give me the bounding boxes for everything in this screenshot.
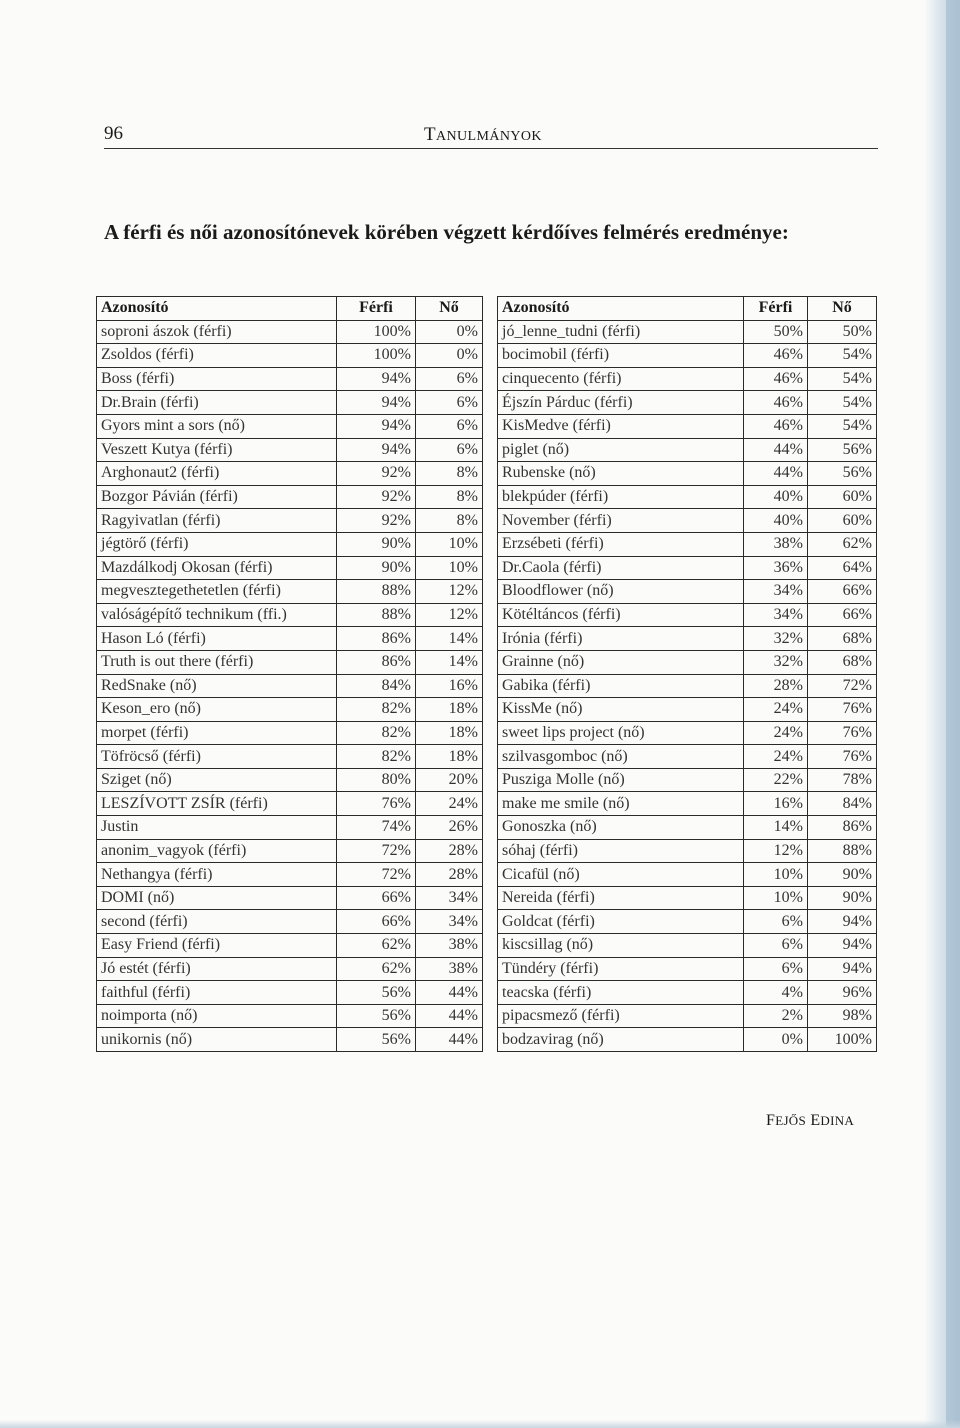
table-row bbox=[498, 391, 877, 415]
male-percent-cell: 76% bbox=[337, 792, 416, 816]
table-row bbox=[97, 485, 483, 509]
table-row bbox=[498, 367, 877, 391]
female-percent-cell: 66% bbox=[808, 603, 877, 627]
female-percent-cell: 78% bbox=[808, 768, 877, 792]
identifier-cell: Bozgor Pávián (férfi) bbox=[97, 485, 337, 509]
identifier-cell: Gyors mint a sors (nő) bbox=[97, 414, 337, 438]
female-percent-cell: 56% bbox=[808, 438, 877, 462]
male-percent-cell: 16% bbox=[744, 792, 808, 816]
female-percent-cell: 28% bbox=[416, 839, 483, 863]
column-header-female: Nő bbox=[808, 297, 877, 321]
female-percent-cell: 0% bbox=[416, 344, 483, 368]
identifier-cell: teacska (férfi) bbox=[498, 981, 744, 1005]
identifier-cell: blekpúder (férfi) bbox=[498, 485, 744, 509]
male-percent-cell: 34% bbox=[744, 603, 808, 627]
male-percent-cell: 86% bbox=[337, 650, 416, 674]
identifier-cell: megvesztegethetetlen (férfi) bbox=[97, 580, 337, 604]
female-percent-cell: 38% bbox=[416, 934, 483, 958]
female-percent-cell: 100% bbox=[808, 1028, 877, 1052]
table-header-row bbox=[97, 297, 483, 321]
table-row bbox=[498, 532, 877, 556]
table-row bbox=[498, 556, 877, 580]
female-percent-cell: 68% bbox=[808, 627, 877, 651]
table-row bbox=[498, 839, 877, 863]
female-percent-cell: 12% bbox=[416, 580, 483, 604]
male-percent-cell: 92% bbox=[337, 485, 416, 509]
female-percent-cell: 88% bbox=[808, 839, 877, 863]
identifier-cell: Sziget (nő) bbox=[97, 768, 337, 792]
identifier-cell: Zsoldos (férfi) bbox=[97, 344, 337, 368]
table-row bbox=[97, 627, 483, 651]
male-percent-cell: 10% bbox=[744, 886, 808, 910]
table-row bbox=[97, 532, 483, 556]
female-percent-cell: 76% bbox=[808, 721, 877, 745]
identifier-cell: Dr.Caola (férfi) bbox=[498, 556, 744, 580]
female-percent-cell: 18% bbox=[416, 721, 483, 745]
female-percent-cell: 72% bbox=[808, 674, 877, 698]
results-table-left bbox=[96, 296, 483, 1052]
table-row bbox=[498, 627, 877, 651]
table-row bbox=[97, 698, 483, 722]
table-row bbox=[97, 957, 483, 981]
male-percent-cell: 38% bbox=[744, 532, 808, 556]
page-edge-binding bbox=[946, 0, 960, 1428]
identifier-cell: second (férfi) bbox=[97, 910, 337, 934]
table-row bbox=[97, 745, 483, 769]
table-row bbox=[97, 650, 483, 674]
identifier-cell: Goldcat (férfi) bbox=[498, 910, 744, 934]
male-percent-cell: 6% bbox=[744, 910, 808, 934]
male-percent-cell: 66% bbox=[337, 910, 416, 934]
female-percent-cell: 10% bbox=[416, 556, 483, 580]
female-percent-cell: 90% bbox=[808, 886, 877, 910]
male-percent-cell: 72% bbox=[337, 863, 416, 887]
identifier-cell: Nethangya (férfi) bbox=[97, 863, 337, 887]
table-row bbox=[97, 509, 483, 533]
female-percent-cell: 56% bbox=[808, 462, 877, 486]
identifier-cell: kiscsillag (nő) bbox=[498, 934, 744, 958]
column-header-female: Nő bbox=[416, 297, 483, 321]
identifier-cell: noimporta (nő) bbox=[97, 1004, 337, 1028]
female-percent-cell: 6% bbox=[416, 391, 483, 415]
table-row bbox=[97, 462, 483, 486]
table-row bbox=[97, 438, 483, 462]
identifier-cell: valóságépítő technikum (ffi.) bbox=[97, 603, 337, 627]
identifier-cell: soproni ászok (férfi) bbox=[97, 320, 337, 344]
column-header-identifier: Azonosító bbox=[498, 297, 744, 321]
female-percent-cell: 44% bbox=[416, 1028, 483, 1052]
female-percent-cell: 54% bbox=[808, 414, 877, 438]
table-row bbox=[498, 886, 877, 910]
male-percent-cell: 24% bbox=[744, 721, 808, 745]
male-percent-cell: 12% bbox=[744, 839, 808, 863]
female-percent-cell: 60% bbox=[808, 509, 877, 533]
female-percent-cell: 34% bbox=[416, 886, 483, 910]
male-percent-cell: 94% bbox=[337, 414, 416, 438]
identifier-cell: Hason Ló (férfi) bbox=[97, 627, 337, 651]
identifier-cell: Mazdálkodj Okosan (férfi) bbox=[97, 556, 337, 580]
table-row bbox=[97, 934, 483, 958]
female-percent-cell: 62% bbox=[808, 532, 877, 556]
male-percent-cell: 0% bbox=[744, 1028, 808, 1052]
male-percent-cell: 46% bbox=[744, 367, 808, 391]
female-percent-cell: 96% bbox=[808, 981, 877, 1005]
table-row bbox=[97, 792, 483, 816]
table-row bbox=[498, 910, 877, 934]
table-row bbox=[498, 768, 877, 792]
male-percent-cell: 46% bbox=[744, 344, 808, 368]
female-percent-cell: 28% bbox=[416, 863, 483, 887]
table-row bbox=[97, 603, 483, 627]
identifier-cell: Erzsébeti (férfi) bbox=[498, 532, 744, 556]
header-rule bbox=[104, 148, 878, 149]
male-percent-cell: 90% bbox=[337, 556, 416, 580]
male-percent-cell: 100% bbox=[337, 344, 416, 368]
identifier-cell: Truth is out there (férfi) bbox=[97, 650, 337, 674]
table-row bbox=[498, 698, 877, 722]
table-row bbox=[97, 344, 483, 368]
table-row bbox=[97, 910, 483, 934]
male-percent-cell: 82% bbox=[337, 698, 416, 722]
identifier-cell: unikornis (nő) bbox=[97, 1028, 337, 1052]
female-percent-cell: 68% bbox=[808, 650, 877, 674]
column-header-identifier: Azonosító bbox=[97, 297, 337, 321]
male-percent-cell: 94% bbox=[337, 438, 416, 462]
male-percent-cell: 14% bbox=[744, 816, 808, 840]
male-percent-cell: 80% bbox=[337, 768, 416, 792]
female-percent-cell: 6% bbox=[416, 367, 483, 391]
identifier-cell: Justin bbox=[97, 816, 337, 840]
identifier-cell: Tündéry (férfi) bbox=[498, 957, 744, 981]
identifier-cell: DOMI (nő) bbox=[97, 886, 337, 910]
female-percent-cell: 50% bbox=[808, 320, 877, 344]
table-row bbox=[97, 1028, 483, 1052]
identifier-cell: Veszett Kutya (férfi) bbox=[97, 438, 337, 462]
female-percent-cell: 6% bbox=[416, 438, 483, 462]
identifier-cell: make me smile (nő) bbox=[498, 792, 744, 816]
male-percent-cell: 66% bbox=[337, 886, 416, 910]
male-percent-cell: 74% bbox=[337, 816, 416, 840]
identifier-cell: Keson_ero (nő) bbox=[97, 698, 337, 722]
identifier-cell: KisMedve (férfi) bbox=[498, 414, 744, 438]
identifier-cell: Jó estét (férfi) bbox=[97, 957, 337, 981]
identifier-cell: sweet lips project (nő) bbox=[498, 721, 744, 745]
male-percent-cell: 40% bbox=[744, 485, 808, 509]
identifier-cell: Boss (férfi) bbox=[97, 367, 337, 391]
table-row bbox=[498, 320, 877, 344]
female-percent-cell: 90% bbox=[808, 863, 877, 887]
table-row bbox=[498, 674, 877, 698]
male-percent-cell: 94% bbox=[337, 367, 416, 391]
female-percent-cell: 94% bbox=[808, 957, 877, 981]
female-percent-cell: 38% bbox=[416, 957, 483, 981]
female-percent-cell: 0% bbox=[416, 320, 483, 344]
identifier-cell: piglet (nő) bbox=[498, 438, 744, 462]
identifier-cell: Easy Friend (férfi) bbox=[97, 934, 337, 958]
identifier-cell: LESZÍVOTT ZSÍR (férfi) bbox=[97, 792, 337, 816]
identifier-cell: November (férfi) bbox=[498, 509, 744, 533]
identifier-cell: Ragyivatlan (férfi) bbox=[97, 509, 337, 533]
male-percent-cell: 24% bbox=[744, 698, 808, 722]
table-row bbox=[498, 957, 877, 981]
table-row bbox=[97, 1004, 483, 1028]
table-row bbox=[97, 367, 483, 391]
male-percent-cell: 46% bbox=[744, 414, 808, 438]
table-row bbox=[97, 391, 483, 415]
female-percent-cell: 94% bbox=[808, 934, 877, 958]
identifier-cell: Nereida (férfi) bbox=[498, 886, 744, 910]
male-percent-cell: 32% bbox=[744, 650, 808, 674]
female-percent-cell: 26% bbox=[416, 816, 483, 840]
female-percent-cell: 8% bbox=[416, 462, 483, 486]
male-percent-cell: 6% bbox=[744, 957, 808, 981]
male-percent-cell: 22% bbox=[744, 768, 808, 792]
identifier-cell: Töfröcső (férfi) bbox=[97, 745, 337, 769]
running-head: TANULMÁNYOK bbox=[424, 124, 542, 145]
female-percent-cell: 44% bbox=[416, 981, 483, 1005]
male-percent-cell: 72% bbox=[337, 839, 416, 863]
identifier-cell: Dr.Brain (férfi) bbox=[97, 391, 337, 415]
table-row bbox=[498, 816, 877, 840]
table-row bbox=[498, 462, 877, 486]
identifier-cell: Grainne (nő) bbox=[498, 650, 744, 674]
male-percent-cell: 84% bbox=[337, 674, 416, 698]
female-percent-cell: 76% bbox=[808, 698, 877, 722]
male-percent-cell: 6% bbox=[744, 934, 808, 958]
identifier-cell: Arghonaut2 (férfi) bbox=[97, 462, 337, 486]
identifier-cell: Kötéltáncos (férfi) bbox=[498, 603, 744, 627]
female-percent-cell: 8% bbox=[416, 509, 483, 533]
male-percent-cell: 92% bbox=[337, 509, 416, 533]
male-percent-cell: 44% bbox=[744, 438, 808, 462]
male-percent-cell: 88% bbox=[337, 603, 416, 627]
female-percent-cell: 14% bbox=[416, 650, 483, 674]
table-row bbox=[498, 650, 877, 674]
female-percent-cell: 16% bbox=[416, 674, 483, 698]
male-percent-cell: 2% bbox=[744, 1004, 808, 1028]
table-row bbox=[97, 768, 483, 792]
male-percent-cell: 4% bbox=[744, 981, 808, 1005]
page-number: 96 bbox=[104, 123, 123, 144]
identifier-cell: sóhaj (férfi) bbox=[498, 839, 744, 863]
identifier-cell: szilvasgomboc (nő) bbox=[498, 745, 744, 769]
identifier-cell: cinquecento (férfi) bbox=[498, 367, 744, 391]
table-row bbox=[498, 863, 877, 887]
table-row bbox=[498, 580, 877, 604]
table-row bbox=[97, 863, 483, 887]
author-signature: FEJŐS EDINA bbox=[766, 1112, 855, 1129]
identifier-cell: jó_lenne_tudni (férfi) bbox=[498, 320, 744, 344]
female-percent-cell: 94% bbox=[808, 910, 877, 934]
male-percent-cell: 56% bbox=[337, 1004, 416, 1028]
table-row bbox=[97, 981, 483, 1005]
identifier-cell: bocimobil (férfi) bbox=[498, 344, 744, 368]
identifier-cell: Rubenske (nő) bbox=[498, 462, 744, 486]
male-percent-cell: 56% bbox=[337, 1028, 416, 1052]
table-row bbox=[498, 485, 877, 509]
male-percent-cell: 86% bbox=[337, 627, 416, 651]
female-percent-cell: 84% bbox=[808, 792, 877, 816]
male-percent-cell: 32% bbox=[744, 627, 808, 651]
female-percent-cell: 8% bbox=[416, 485, 483, 509]
table-row bbox=[498, 981, 877, 1005]
identifier-cell: Gabika (férfi) bbox=[498, 674, 744, 698]
table-row bbox=[97, 320, 483, 344]
identifier-cell: jégtörő (férfi) bbox=[97, 532, 337, 556]
male-percent-cell: 24% bbox=[744, 745, 808, 769]
female-percent-cell: 18% bbox=[416, 698, 483, 722]
table-row bbox=[498, 603, 877, 627]
table-row bbox=[498, 745, 877, 769]
identifier-cell: RedSnake (nő) bbox=[97, 674, 337, 698]
identifier-cell: Pusziga Molle (nő) bbox=[498, 768, 744, 792]
column-header-male: Férfi bbox=[337, 297, 416, 321]
table-row bbox=[97, 816, 483, 840]
table-row bbox=[498, 934, 877, 958]
male-percent-cell: 50% bbox=[744, 320, 808, 344]
female-percent-cell: 64% bbox=[808, 556, 877, 580]
results-table-right bbox=[497, 296, 877, 1052]
female-percent-cell: 6% bbox=[416, 414, 483, 438]
table-row bbox=[97, 580, 483, 604]
female-percent-cell: 66% bbox=[808, 580, 877, 604]
male-percent-cell: 82% bbox=[337, 721, 416, 745]
table-row bbox=[498, 414, 877, 438]
female-percent-cell: 10% bbox=[416, 532, 483, 556]
male-percent-cell: 88% bbox=[337, 580, 416, 604]
table-row bbox=[498, 1004, 877, 1028]
male-percent-cell: 36% bbox=[744, 556, 808, 580]
table-row bbox=[97, 721, 483, 745]
male-percent-cell: 94% bbox=[337, 391, 416, 415]
table-row bbox=[498, 344, 877, 368]
male-percent-cell: 34% bbox=[744, 580, 808, 604]
female-percent-cell: 44% bbox=[416, 1004, 483, 1028]
table-row bbox=[498, 438, 877, 462]
female-percent-cell: 76% bbox=[808, 745, 877, 769]
table-header-row bbox=[498, 297, 877, 321]
male-percent-cell: 100% bbox=[337, 320, 416, 344]
female-percent-cell: 54% bbox=[808, 344, 877, 368]
identifier-cell: Gonoszka (nő) bbox=[498, 816, 744, 840]
female-percent-cell: 14% bbox=[416, 627, 483, 651]
table-row bbox=[97, 839, 483, 863]
identifier-cell: KissMe (nő) bbox=[498, 698, 744, 722]
female-percent-cell: 12% bbox=[416, 603, 483, 627]
male-percent-cell: 40% bbox=[744, 509, 808, 533]
female-percent-cell: 54% bbox=[808, 367, 877, 391]
female-percent-cell: 60% bbox=[808, 485, 877, 509]
column-header-male: Férfi bbox=[744, 297, 808, 321]
identifier-cell: bodzavirag (nő) bbox=[498, 1028, 744, 1052]
identifier-cell: Cicafül (nő) bbox=[498, 863, 744, 887]
identifier-cell: anonim_vagyok (férfi) bbox=[97, 839, 337, 863]
male-percent-cell: 28% bbox=[744, 674, 808, 698]
male-percent-cell: 92% bbox=[337, 462, 416, 486]
male-percent-cell: 10% bbox=[744, 863, 808, 887]
male-percent-cell: 62% bbox=[337, 957, 416, 981]
table-row bbox=[97, 414, 483, 438]
male-percent-cell: 46% bbox=[744, 391, 808, 415]
identifier-cell: Éjszín Párduc (férfi) bbox=[498, 391, 744, 415]
identifier-cell: Irónia (férfi) bbox=[498, 627, 744, 651]
female-percent-cell: 18% bbox=[416, 745, 483, 769]
identifier-cell: morpet (férfi) bbox=[97, 721, 337, 745]
male-percent-cell: 82% bbox=[337, 745, 416, 769]
table-row bbox=[498, 1028, 877, 1052]
table-row bbox=[498, 792, 877, 816]
table-row bbox=[97, 674, 483, 698]
female-percent-cell: 24% bbox=[416, 792, 483, 816]
female-percent-cell: 34% bbox=[416, 910, 483, 934]
male-percent-cell: 44% bbox=[744, 462, 808, 486]
female-percent-cell: 54% bbox=[808, 391, 877, 415]
male-percent-cell: 62% bbox=[337, 934, 416, 958]
male-percent-cell: 56% bbox=[337, 981, 416, 1005]
identifier-cell: faithful (férfi) bbox=[97, 981, 337, 1005]
female-percent-cell: 98% bbox=[808, 1004, 877, 1028]
table-row bbox=[97, 886, 483, 910]
identifier-cell: Bloodflower (nő) bbox=[498, 580, 744, 604]
female-percent-cell: 20% bbox=[416, 768, 483, 792]
table-row bbox=[97, 556, 483, 580]
male-percent-cell: 90% bbox=[337, 532, 416, 556]
table-row bbox=[498, 721, 877, 745]
female-percent-cell: 86% bbox=[808, 816, 877, 840]
identifier-cell: pipacsmező (férfi) bbox=[498, 1004, 744, 1028]
table-row bbox=[498, 509, 877, 533]
page-title: A férfi és női azonosítónevek körében végzett kérdőíves felmérés eredménye: bbox=[104, 220, 789, 244]
page-bottom-edge bbox=[0, 1420, 960, 1428]
